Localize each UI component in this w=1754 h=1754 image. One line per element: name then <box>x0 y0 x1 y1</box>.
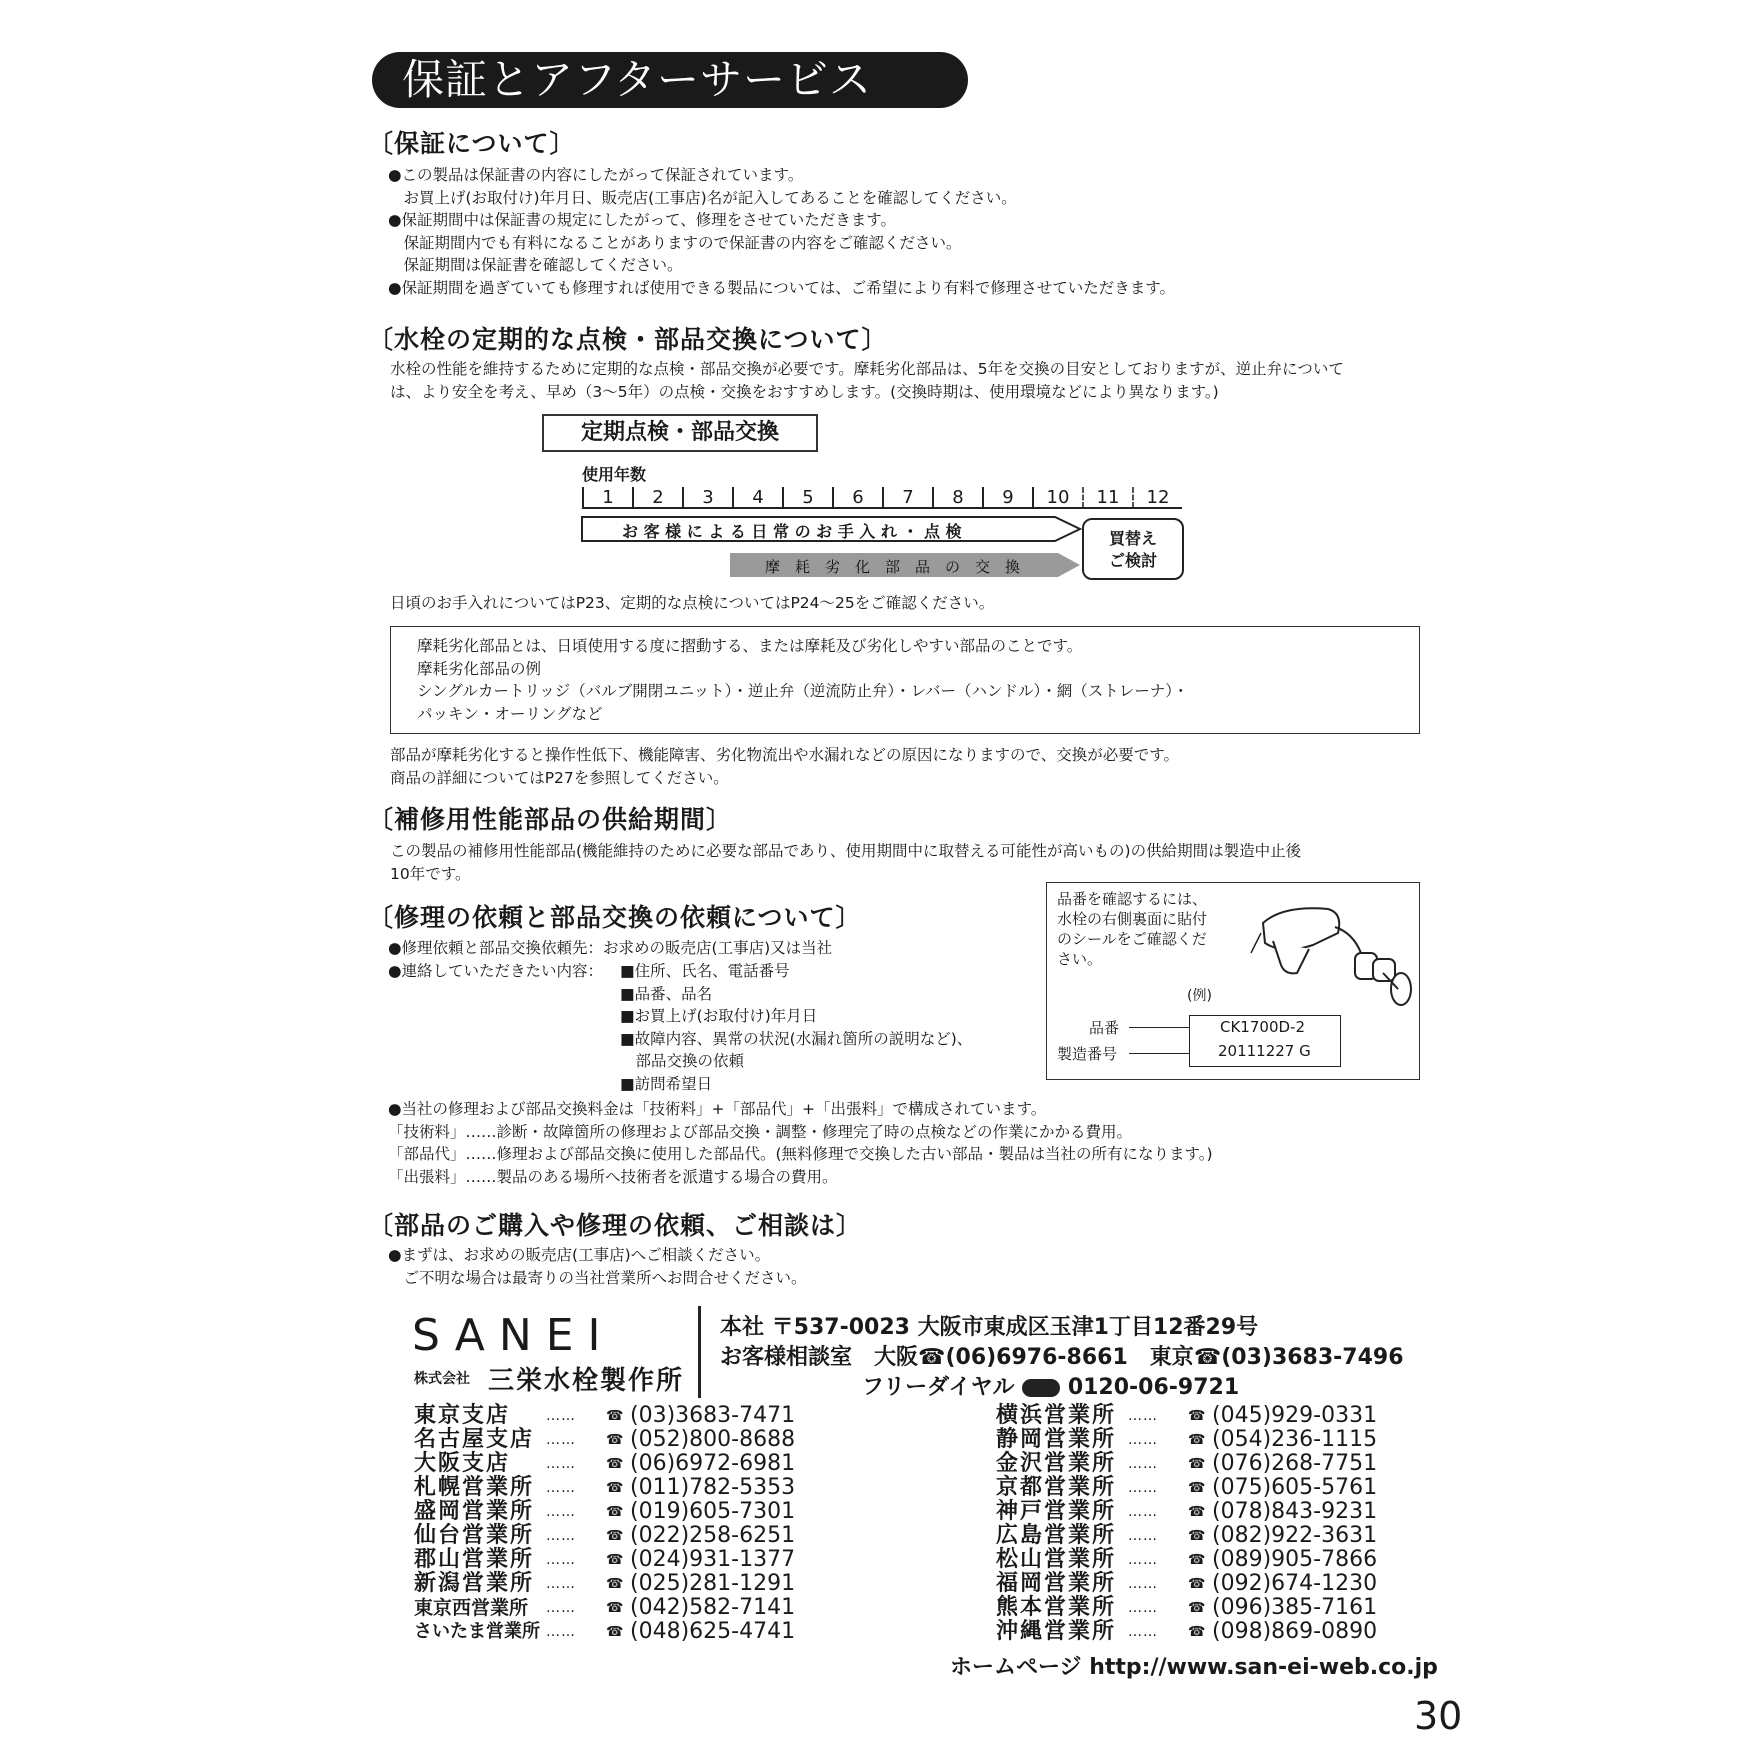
office-row: 盛岡営業所 …… ☎ (019)605-7301 <box>414 1499 796 1524</box>
supply-text: この製品の補修用性能部品(機能維持のために必要な部品であり、使用期間中に取替える可能性が高いもの)の供給期間は製造中止後 10年です。 <box>390 842 1302 883</box>
office-list-left <box>414 1404 795 1644</box>
heading-inspection: 〔水栓の定期的な点検・部品交換について〕 <box>368 325 888 354</box>
heading-repair: 〔修理の依頼と部品交換の依頼について〕 <box>368 903 862 932</box>
page-title: 保証とアフターサービス <box>372 52 968 108</box>
care-label: お 客 様 に よ る 日 常 の お 手 入 れ ・ 点 検 <box>622 522 962 541</box>
office-row: 名古屋支店 …… ☎ (052)800-8688 <box>414 1427 796 1452</box>
year-tick: 8 <box>932 487 982 508</box>
fee-text: ●当社の修理および部品交換料金は「技術料」+「部品代」+「出張料」で構成されています。 「技術料」……診断・故障箇所の修理および部品交換・調整・修理完了時の点検などの作業にかかる費用。 「部品代」……修理および部品交換に使用した部品代。(無料修理で交換した古い部品・製品は当社の所有になります。) 「出張料」……製品のある場所へ技術者を派遣する場合の費用。 <box>388 1100 1213 1186</box>
contact-items: ■住所、氏名、電話番号 ■品番、品名 ■お買上げ(お取付け)年月日 ■故障内容、異常の状況(水漏れ箇所の説明など)、 部品交換の依頼 ■訪問希望日 <box>620 962 973 1093</box>
contact-text: ●まずは、お求めの販売店(工事店)へご相談ください。 ご不明な場合は最寄りの当社営業所へお問合せください。 <box>388 1246 807 1287</box>
office-row: 松山営業所 …… ☎ (089)905-7866 <box>996 1547 1378 1572</box>
office-row: 仙台営業所 …… ☎ (022)258-6251 <box>414 1523 796 1548</box>
repair-text: ●修理依頼と部品交換依頼先：お求めの販売店(工事店)又は当社 ●連絡していただきたい内容： <box>388 939 833 980</box>
office-row: 沖縄営業所 …… ☎ (098)869-0890 <box>996 1619 1378 1644</box>
year-tick: 4 <box>732 487 782 508</box>
wear-parts-note: 部品が摩耗劣化すると操作性低下、機能障害、劣化物流出や水漏れなどの原因になりますので、交換が必要です。 商品の詳細についてはP27を参照してください。 <box>390 746 1179 787</box>
heading-contact: 〔部品のご購入や修理の依頼、ご相談は〕 <box>368 1211 863 1240</box>
warranty-text: ●この製品は保証書の内容にしたがって保証されています。 お買上げ(お取付け)年月日、販売店(工事店)名が記入してあることを確認してください。 ●保証期間中は保証書の規定にしたがって、修理をさせていただきます。 保証期間内でも有料になることがありますので保証書の内容をご確認ください。 保証期間は保証書を確認してください。 ●保証期間を過ぎていても修理すれば使用できる製品については、ご希望により有料で修理させていただきます。 <box>388 166 1175 297</box>
office-row: 東京西営業所 …… ☎ (042)582-7141 <box>414 1595 796 1620</box>
years-axis <box>582 507 1182 509</box>
part-number: CK1700D-2 <box>1220 1018 1305 1036</box>
pn-label: 品番 <box>1089 1019 1120 1037</box>
label-sticker <box>1189 1015 1341 1067</box>
year-tick: 9 <box>982 487 1032 508</box>
office-row: 郡山営業所 …… ☎ (024)931-1377 <box>414 1547 796 1572</box>
office-row: さいたま営業所 …… ☎ (048)625-4741 <box>414 1619 796 1644</box>
inspection-text: 水栓の性能を維持するために定期的な点検・部品交換が必要です。摩耗劣化部品は、5年を交換の目安としておりますが、逆止弁について は、より安全を考え、早め（3～5年）の点検・交換をおすすめします。(交換時期は、使用環境などにより異なります。) <box>390 360 1344 401</box>
freedial-line: フリーダイヤル 0120-06-9721 <box>862 1375 1240 1400</box>
office-row: 福岡営業所 …… ☎ (092)674-1230 <box>996 1571 1378 1596</box>
sn-leader <box>1129 1053 1189 1054</box>
serial-number: 20111227 G <box>1218 1042 1311 1060</box>
years-label: 使用年数 <box>582 465 647 484</box>
year-tick: 6 <box>832 487 882 508</box>
heading-warranty: 〔保証について〕 <box>368 129 576 158</box>
office-list-right <box>996 1404 1377 1644</box>
sn-label: 製造番号 <box>1057 1045 1118 1063</box>
year-tick: 10 <box>1032 487 1082 508</box>
part-number-box: 品番を確認するには、 水栓の右側裏面に貼付 のシールをご確認くだ さい。 (例) 品番 製造番号 CK1700D-2 20111227 G <box>1046 882 1420 1080</box>
office-row: 神戸営業所 …… ☎ (078)843-9231 <box>996 1499 1378 1524</box>
office-row: 京都営業所 …… ☎ (075)605-5761 <box>996 1475 1378 1500</box>
year-tick: 2 <box>632 487 682 508</box>
freedial-icon <box>1022 1379 1060 1397</box>
care-ref: 日頃のお手入れについてはP23、定期的な点検についてはP24～25をご確認ください。 <box>390 594 995 612</box>
office-row: 大阪支店 …… ☎ (06)6972-6981 <box>414 1451 796 1476</box>
office-row: 広島営業所 …… ☎ (082)922-3631 <box>996 1523 1378 1548</box>
office-row: 横浜営業所 …… ☎ (045)929-0331 <box>996 1403 1378 1428</box>
sanei-logo: SANEI <box>412 1310 615 1361</box>
replace-consider: 買替え ご検討 <box>1082 518 1184 580</box>
office-row: 静岡営業所 …… ☎ (054)236-1115 <box>996 1427 1378 1452</box>
counsel-line: お客様相談室 大阪☎(06)6976-8661 東京☎(03)3683-7496 <box>720 1345 1404 1370</box>
page-number: 30 <box>1414 1694 1463 1738</box>
office-row: 札幌営業所 …… ☎ (011)782-5353 <box>414 1475 796 1500</box>
company-divider <box>698 1306 701 1398</box>
year-tick: 3 <box>682 487 732 508</box>
office-row: 金沢営業所 …… ☎ (076)268-7751 <box>996 1451 1378 1476</box>
year-tick: 5 <box>782 487 832 508</box>
company-kk: 株式会社 <box>414 1371 470 1387</box>
company-name: 三栄水栓製作所 <box>488 1366 685 1396</box>
pn-leader <box>1129 1027 1189 1028</box>
office-row: 熊本営業所 …… ☎ (096)385-7161 <box>996 1595 1378 1620</box>
replace-label: 摩 耗 劣 化 部 品 の 交 換 <box>765 558 1021 576</box>
hq-address: 本社 〒537-0023 大阪市東成区玉津1丁目12番29号 <box>720 1315 1259 1340</box>
diagram-title: 定期点検・部品交換 <box>542 414 818 452</box>
faucet-illustration <box>1243 893 1413 1013</box>
years-scale <box>582 487 1182 508</box>
office-row: 新潟営業所 …… ☎ (025)281-1291 <box>414 1571 796 1596</box>
wear-parts-box: 摩耗劣化部品とは、日頃使用する度に摺動する、または摩耗及び劣化しやすい部品のことです。 摩耗劣化部品の例 シングルカートリッジ（バルブ開閉ユニット）・逆止弁（逆流防止弁）・レバー（ハンドル）・網（ストレーナ）・ パッキン・オーリングなど <box>390 626 1420 734</box>
year-tick: 1 <box>582 487 632 508</box>
year-tick: 12 <box>1132 487 1182 508</box>
heading-supply: 〔補修用性能部品の供給期間〕 <box>368 805 733 834</box>
office-row: 東京支店 …… ☎ (03)3683-7471 <box>414 1403 796 1428</box>
year-tick: 11 <box>1082 487 1132 508</box>
example-label: (例) <box>1187 988 1212 1004</box>
year-tick: 7 <box>882 487 932 508</box>
homepage-link[interactable]: ホームページ http://www.san-ei-web.co.jp <box>950 1655 1438 1680</box>
